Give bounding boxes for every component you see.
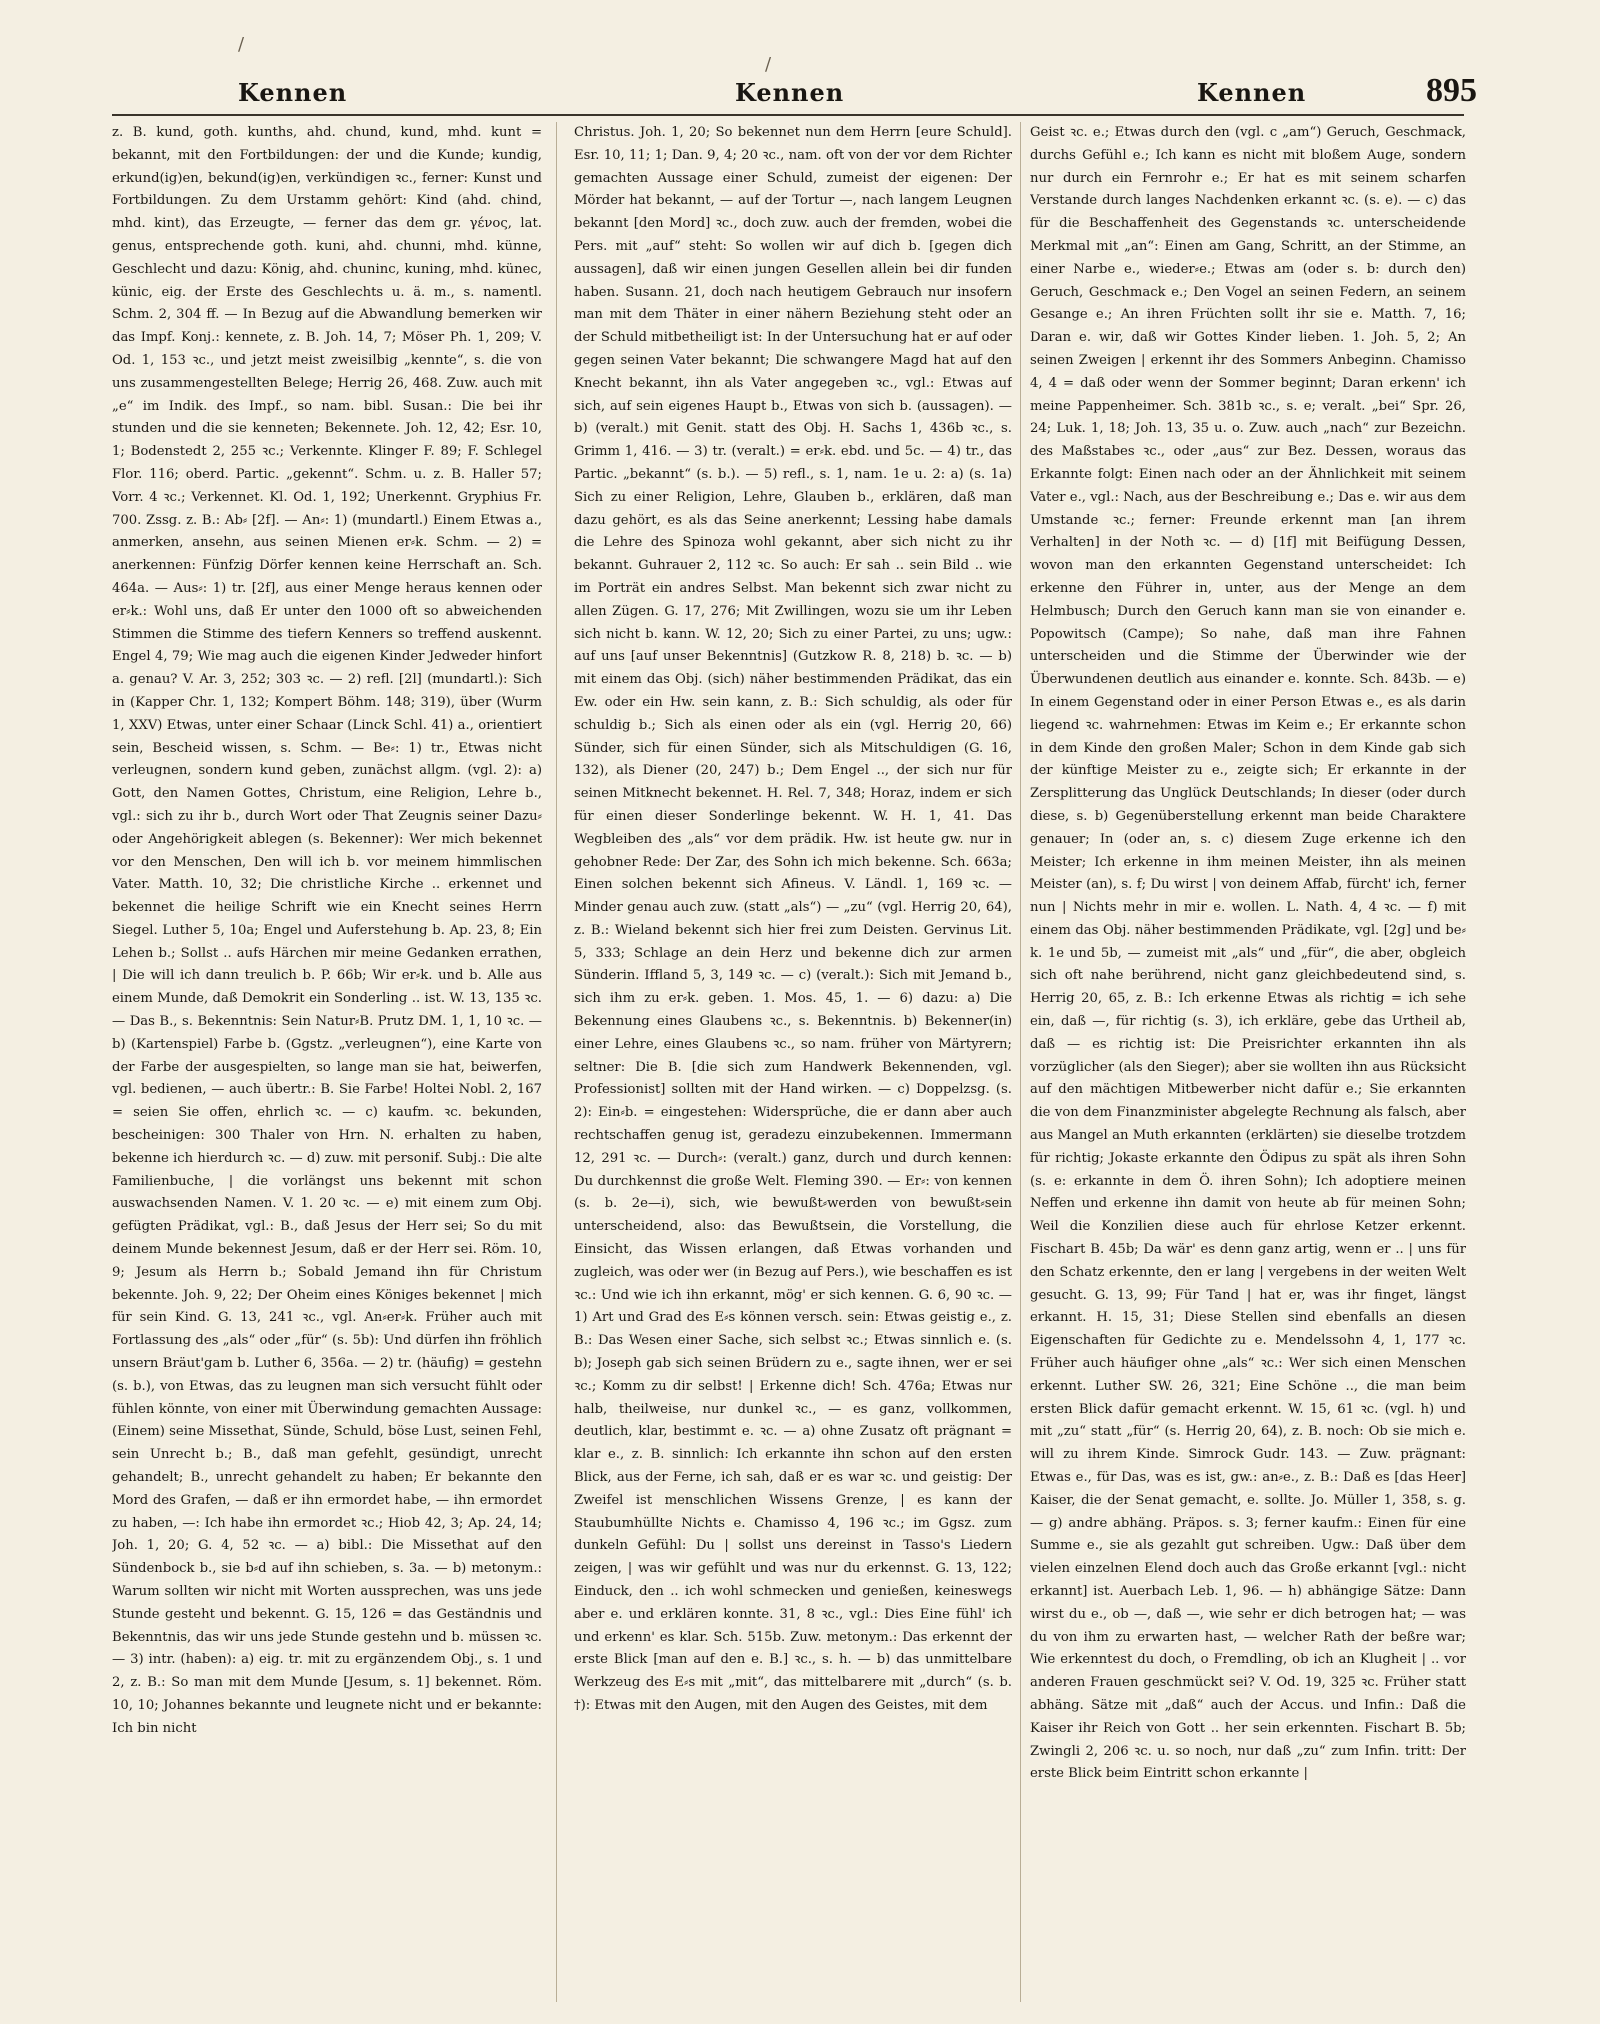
column-text: z. B. kund, goth. kunths, ahd. chund, kund, mhd. kunt = bekannt, mit den Fortbildungen: der und die Kunde; kundig, erkund(ig)en, bekund(ig)en, verkündigen ꝛc., ferner: Kunst und Fortbildungen. Zu dem Urstamm gehört: Kind (ahd. chind, mhd. kint), das Erzeugte, — ferner das dem gr. γένος, lat. genus, entsprechende goth. kuni, ahd. chunni, mhd. künne, Geschlecht und dazu: König, ahd. chuninc, kuning, mhd. künec, künic, eig. der Erste des Geschlechts u. ä. m., s. namentl. Schm. 2, 304 ff. — In Bezug auf die Abwandlung bemerken wir das Impf. Konj.: kennete, z. B. Joh. 14, 7; Möser Ph. 1, 209; V. Od. 1, 153 ꝛc., und jetzt meist zweisilbig „kennte“, s. die von uns zusammengestellten Belege; Herrig 26, 468. Zuw. auch mit „e“ im Indik. des Impf., so nam. bibl. Susan.: Die bei ihr stunden und die sie kenneten; Bekennete. Joh. 12, 42; Esr. 10, 1; Bodenstedt 2, 255 ꝛc.; Verkennte. Klinger F. 89; F. Schlegel Flor. 116; oberd. Partic. „gekennt“. Schm. u. z. B. Haller 57; Vorr. 4 ꝛc.; Verkennet. Kl. Od. 1, 192; Unerkennt. Gryphius Fr. 700. Zssg. z. B.: Ab⸗ [2f]. — An⸗: 1) (mundartl.) Einem Etwas a., anmerken, ansehn, aus seinen Mienen er⸗k. Schm. — 2) = anerkennen: Fünfzig Dörfer kennen keine Herrschaft an. Sch. 464a. — Aus⸗: 1) tr. [2f], aus einer Menge heraus kennen oder er⸗k.: Wohl uns, daß Er unter den 1000 oft so abweichenden Stimmen die Stimme des tiefern Kenners so treffend auskennt. Engel 4, 79; Wie mag auch die eigenen Kinder Jedweder hinfort a. genau? V. Ar. 3, 252; 303 ꝛc. — 2) refl. [2l] (mundartl.): Sich in (Kapper Chr. 1, 132; Kompert Böhm. 148; 319), über (Wurm 1, XXV) Etwas, unter einer Schaar (Linck Schl. 41) a., orientiert sein, Bescheid wissen, s. Schm. — Be⸗: 1) tr., Etwas nicht verleugnen, sondern kund geben, zunächst allgm. (vgl. 2): a) Gott, den Namen Gottes, Christum, eine Religion, Lehre b., vgl.: sich zu ihr b., durch Wort oder That Zeugnis seiner Dazu⸗ oder Angehörigkeit ablegen (s. Bekenner): Wer mich bekennet vor den Menschen, Den will ich b. vor meinem himmlischen Vater. Matth. 10, 32; Die christliche Kirche .. erkennet und bekennet die heilige Schrift wie ein Knecht seines Herrn Siegel. Luther 5, 10a; Engel und Auferstehung b. Ap. 23, 8; Ein Lehen b.; Sollst .. aufs Härchen mir meine Gedanken errathen, | Die will ich dann treulich b. P. 66b; Wir er⸗k. und b. Alle aus einem Munde, daß Demokrit ein Sonderling .. ist. W. 13, 135 ꝛc. — Das B., s. Bekenntnis: Sein Natur⸗B. Prutz DM. 1, 1, 10 ꝛc. — b) (Kartenspiel) Farbe b. (Ggstz. „verleugnen“), eine Karte von der Farbe der ausgespielten, so lange man sie hat, beiwerfen, vgl. bedienen, — auch übertr.: B. Sie Farbe! Holtei Nobl. 2, 167 = seien Sie offen, ehrlich ꝛc. — c) kaufm. ꝛc. bekunden, bescheinigen: 300 Thaler von Hrn. N. erhalten zu haben, bekenne ich hierdurch ꝛc. — d) zuw. mit personif. Subj.: Die alte Familienbuche, | die vorlängst uns bekennt mit schon auswachsenden Namen. V. 1. 20 ꝛc. — e) mit einem zum Obj. gefügten Prädikat, vgl.: B., daß Jesus der Herr sei; So du mit deinem Munde bekennest Jesum, daß er der Herr sei. Röm. 10, 9; Jesum als Herrn b.; Sobald Jemand ihn für Christum bekennte. Joh. 9, 22; Der Oheim eines Königes bekennet | mich für sein Kind. G. 13, 241 ꝛc., vgl. An⸗er⸗k. Früher auch mit Fortlassung des „als“ oder „für“ (s. 5b): Und dürfen ihn fröhlich unsern Bräut'gam b. Luther 6, 356a. — 2) tr. (häufig) = gestehn (s. b.), von Etwas, das zu leugnen man sich versucht fühlt oder fühlen könnte, von einer mit Überwindung gemachten Aussage: (Einem) seine Missethat, Sünde, Schuld, böse Lust, seinen Fehl, sein Unrecht b.; B., daß man gefehlt, gesündigt, unrecht gehandelt; B., unrecht gehandelt zu haben; Er bekannte den Mord des Grafen, — daß er ihn ermordet habe, — ihn ermordet zu haben, —: Ich habe ihn ermordet ꝛc.; Hiob 42, 3; Ap. 24, 14; Joh. 1, 20; G. 4, 52 ꝛc. — a) bibl.: Die Missethat auf den Sündenbock b., sie b⸗d auf ihn schieben, s. 3a. — b) metonym.: Warum sollten wir nicht mit Worten aussprechen, was uns jede Stunde gesteht und bekennt. G. 15, 126 = das Geständnis und Bekenntnis, das wir uns jede Stunde gestehn und b. müssen ꝛc. — 3) intr. (haben): a) eig. tr. mit zu ergänzendem Obj., s. 1 und 2, z. B.: So man mit dem Munde [Jesum, s. 1] bekennet. Röm. 10, 10; Johannes bekannte und leugnete nicht und er bekannte: Ich bin nicht	[112, 125, 542, 1736]
column-divider	[1020, 122, 1021, 2002]
page-number: 895	[1426, 72, 1477, 109]
headword-right: Kennen	[1197, 78, 1307, 107]
text-column-middle	[574, 122, 1012, 2002]
headword-left: Kennen	[238, 78, 348, 107]
column-divider	[556, 122, 557, 2002]
headword-center: Kennen	[735, 78, 845, 107]
text-column-left	[112, 122, 542, 2002]
margin-tick-mark: /	[765, 54, 772, 75]
column-text: Geist ꝛc. e.; Etwas durch den (vgl. c „am“) Geruch, Geschmack, durchs Gefühl e.; Ich kann es nicht mit bloßem Auge, sondern nur durch ein Fernrohr e.; Er hat es mit seinem scharfen Verstande durch langes Nachdenken erkannt ꝛc. (s. e). — c) das für die Beschaffenheit des Gegenstands ꝛc. unterscheidende Merkmal mit „an“: Einen am Gang, Schritt, an der Stimme, an einer Narbe e., wieder⸗e.; Etwas am (oder s. b: durch den) Geruch, Geschmack e.; Den Vogel an seinen Federn, an seinem Gesange e.; An ihren Früchten sollt ihr sie e. Matth. 7, 16; Daran e. wir, daß wir Gottes Kinder lieben. 1. Joh. 5, 2; An seinen Zweigen | erkennt ihr des Sommers Anbeginn. Chamisso 4, 4 = daß oder wenn der Sommer beginnt; Daran erkenn' ich meine Pappenheimer. Sch. 381b ꝛc., s. e; veralt. „bei“ Spr. 26, 24; Luk. 1, 18; Joh. 13, 35 u. o. Zuw. auch „nach“ zur Bezeichn. des Maßstabes ꝛc., oder „aus“ zur Bez. Dessen, woraus das Erkannte folgt: Einen nach oder an der Ähnlichkeit mit seinem Vater e., vgl.: Nach, aus der Beschreibung e.; Das e. wir aus dem Umstande ꝛc.; ferner: Freunde erkennt man [an ihrem Verhalten] in der Noth ꝛc. — d) [1f] mit Beifügung Dessen, wovon man den erkannten Gegenstand unterscheidet: Ich erkenne den Führer in, unter, aus der Menge an dem Helmbusch; Durch den Geruch kann man sie von einander e. Popowitsch (Campe); So nahe, daß man ihre Fahnen unterscheiden und die Stimme der Überwinder wie der Überwundenen deutlich aus einander e. konnte. Sch. 843b. — e) In einem Gegenstand oder in einer Person Etwas e., es als darin liegend ꝛc. wahrnehmen: Etwas im Keim e.; Er erkannte schon in dem Kinde den großen Maler; Schon in dem Kinde gab sich der künftige Meister zu e., zeigte sich; Er erkannte in der Zersplitterung das Unglück Deutschlands; In dieser (oder durch diese, s. b) Gegenüberstellung erkennt man beide Charaktere genauer; In (oder an, s. c) diesem Zuge erkenne ich den Meister; Ich erkenne in ihm meinen Meister, ihn als meinen Meister (an), s. f; Du wirst | von deinem Affab, fürcht' ich, ferner nun | Nichts mehr in mir e. wollen. L. Nath. 4, 4 ꝛc. — f) mit einem das Obj. näher bestimmenden Prädikate, vgl. [2g] und be⸗k. 1e und 5b, — zumeist mit „als“ und „für“, die aber, obgleich sich oft nahe berührend, nicht ganz gleichbedeutend sind, s. Herrig 20, 65, z. B.: Ich erkenne Etwas als richtig = ich sehe ein, daß —, für richtig (s. 3), ich erkläre, gebe das Urtheil ab, daß — es richtig ist: Die Preisrichter erkannten ihn als vorzüglicher (als den Sieger); aber sie wollten ihn aus Rücksicht auf den mächtigen Mitbewerber nicht dafür e.; Sie erkannten die von dem Finanzminister abgelegte Rechnung als falsch, aber aus Mangel an Muth erkannten (erklärten) sie dieselbe trotzdem für richtig; Jokaste erkannte den Ödipus zu spät als ihren Sohn (s. e: erkannte in dem Ö. ihren Sohn); Ich adoptiere meinen Neffen und erkenne ihn damit von heute ab für meinen Sohn; Weil die Konzilien diese auch für ehrlose Ketzer erkennt. Fischart B. 45b; Da wär' es denn ganz artig, wenn er .. | uns für den Schatz erkennte, den er lang | vergebens in der weiten Welt gesucht. G. 13, 99; Für Tand | hat er, was ihr finget, längst erkannt. H. 15, 31; Diese Stellen sind ebenfalls an diesen Eigenschaften für Gedichte zu e. Mendelssohn 4, 1, 177 ꝛc. Früher auch häufiger ohne „als“ ꝛc.: Wer sich einen Menschen erkennt. Luther SW. 26, 321; Eine Schöne .., die man beim ersten Blick dafür gemacht erkennt. W. 15, 61 ꝛc. (vgl. h) und mit „zu“ statt „für“ (s. Herrig 20, 64), z. B. noch: Ob sie mich e. will zu ihrem Kinde. Simrock Gudr. 143. — Zuw. prägnant: Etwas e., für Das, was es ist, gw.: an⸗e., z. B.: Daß es [das Heer] Kaiser, die der Senat gemacht, e. sollte. Jo. Müller 1, 358, s. g. — g) andre abhäng. Präpos. s. 3; ferner kaufm.: Einen für eine Summe e., sie als gezahlt gut schreiben. Ugw.: Daß über dem vielen einzelnen Elend doch auch das Große erkannt [vgl.: nicht erkannt] ist. Auerbach Leb. 1, 96. — h) abhängige Sätze: Dann wirst du e., ob —, daß —, wie sehr er dich betrogen hat; — was du von ihm zu erwarten hast, — welcher Rath der beßre war; Wie erkenntest du doch, o Fremdling, ob ich an Klugheit | .. vor anderen Frauen geschmückt sei? V. Od. 19, 325 ꝛc. Früher statt abhäng. Sätze mit „daß“ auch der Accus. und Infin.: Daß die Kaiser ihr Reich von Gott .. her sein erkennten. Fischart B. 5b; Zwingli 2, 206 ꝛc. u. so noch, nur daß „zu“ zum Infin. tritt: Der erste Blick beim Eintritt schon erkannte |	[1030, 125, 1466, 1782]
running-header	[0, 34, 1600, 112]
column-text: Christus. Joh. 1, 20; So bekennet nun dem Herrn [eure Schuld]. Esr. 10, 11; 1; Dan. 9, 4; 20 ꝛc., nam. oft von der vor dem Richter gemachten Aussage einer Schuld, zumeist der eigenen: Der Mörder hat bekannt, — auf der Tortur —, nach langem Leugnen bekannt [den Mord] ꝛc., doch zuw. auch der fremden, wobei die Pers. mit „auf“ steht: So wollen wir auf dich b. [gegen dich aussagen], daß wir einen jungen Gesellen allein bei dir funden haben. Susann. 21, doch nach heutigem Gebrauch nur insofern man mit dem Thäter in einer nähern Beziehung steht oder an der Schuld mitbetheiligt ist: In der Untersuchung hat er auf oder gegen seinen Vater bekannt; Die schwangere Magd hat auf den Knecht bekannt, ihn als Vater angegeben ꝛc., vgl.: Etwas auf sich, auf sein eigenes Haupt b., Etwas von sich b. (aussagen). — b) (veralt.) mit Genit. statt des Obj. H. Sachs 1, 436b ꝛc., s. Grimm 1, 416. — 3) tr. (veralt.) = er⸗k. ebd. und 5c. — 4) tr., das Partic. „bekannt“ (s. b.). — 5) refl., s. 1, nam. 1e u. 2: a) (s. 1a) Sich zu einer Religion, Lehre, Glauben b., erklären, daß man dazu gehört, es als das Seine anerkennt; Lessing habe damals die Lehre des Spinoza wohl gekannt, aber sich nicht zu ihr bekannt. Guhrauer 2, 112 ꝛc. So auch: Er sah .. sein Bild .. wie im Porträt ein andres Selbst. Man bekennt sich zwar nicht zu allen Zügen. G. 17, 276; Mit Zwillingen, wozu sie um ihr Leben sich nicht b. kann. W. 12, 20; Sich zu einer Partei, zu uns; ugw.: auf uns [auf unser Bekenntnis] (Gutzkow R. 8, 218) b. ꝛc. — b) mit einem das Obj. (sich) näher bestimmenden Prädikat, das ein Ew. oder ein Hw. sein kann, z. B.: Sich schuldig, als oder für schuldig b.; Sich als einen oder als ein (vgl. Herrig 20, 66) Sünder, sich für einen Sünder, sich als Mitschuldigen (G. 16, 132), als Diener (20, 247) b.; Dem Engel .., der sich nur für seinen Mitknecht bekennet. H. Rel. 7, 348; Horaz, indem er sich für einen dieser Sonderlinge bekennt. W. H. 1, 41. Das Wegbleiben des „als“ vor dem prädik. Hw. ist heute gw. nur in gehobner Rede: Der Zar, des Sohn ich mich bekenne. Sch. 663a; Einen solchen bekennt sich Afineus. V. Ländl. 1, 169 ꝛc. — Minder genau auch zuw. (statt „als“) — „zu“ (vgl. Herrig 20, 64), z. B.: Wieland bekennt sich hier frei zum Deisten. Gervinus Lit. 5, 333; Schlage an dein Herz und bekenne dich zur armen Sünderin. Iffland 5, 3, 149 ꝛc. — c) (veralt.): Sich mit Jemand b., sich ihm zu er⸗k. geben. 1. Mos. 45, 1. — 6) dazu: a) Die Bekennung eines Glaubens ꝛc., s. Bekenntnis. b) Bekenner(in) einer Lehre, eines Glaubens ꝛc., so nam. früher von Märtyrern; seltner: Die B. [die sich zum Handwerk Bekennenden, vgl. Professionist] sollten mit der Hand wirken. — c) Doppelzsg. (s. 2): Ein⸗b. = eingestehen: Widersprüche, die er dann aber auch rechtschaffen genug ist, geradezu einzubekennen. Immermann 12, 291 ꝛc. — Durch⸗: (veralt.) ganz, durch und durch kennen: Du durchkennst die große Welt. Fleming 390. — Er⸗: von kennen (s. b. 2e—i), sich, wie bewußt⸗werden von bewußt⸗sein unterscheidend, also: das Bewußtsein, die Vorstellung, die Einsicht, das Wissen erlangen, daß Etwas vorhanden und zugleich, was oder wer (in Bezug auf Pers.), wie beschaffen es ist ꝛc.: Und wie ich ihn erkannt, mög' er sich kennen. G. 6, 90 ꝛc. — 1) Art und Grad des E⸗s können versch. sein: Etwas geistig e., z. B.: Das Wesen einer Sache, sich selbst ꝛc.; Etwas sinnlich e. (s. b); Joseph gab sich seinen Brüdern zu e., sagte ihnen, wer er sei ꝛc.; Komm zu dir selbst! | Erkenne dich! Sch. 476a; Etwas nur halb, theilweise, nur dunkel ꝛc., — es ganz, vollkommen, deutlich, klar, bestimmt e. ꝛc. — a) ohne Zusatz oft prägnant = klar e., z. B. sinnlich: Ich erkannte ihn schon auf den ersten Blick, aus der Ferne, ich sah, daß er es war ꝛc. und geistig: Der Zweifel ist menschlichen Wissens Grenze, | es kann der Staubumhüllte Nichts e. Chamisso 4, 196 ꝛc.; im Ggsz. zum dunkeln Gefühl: Du | sollst uns dereinst in Tasso's Liedern zeigen, | was wir gefühlt und was nur du erkennst. G. 13, 122; Einduck, den .. ich wohl schmecken und genießen, keineswegs aber e. und erklären konnte. 31, 8 ꝛc., vgl.: Dies Eine fühl' ich und erkenn' es klar. Sch. 515b. Zuw. metonym.: Das erkennt der erste Blick [man auf den e. B.] ꝛc., s. h. — b) das unmittelbare Werkzeug des E⸗s mit „mit“, das mittelbarere mit „durch“ (s. b. †): Etwas mit den Augen, mit den Augen des Geistes, mit dem	[574, 125, 1012, 1713]
text-column-right	[1030, 122, 1466, 2002]
margin-tick-mark: /	[238, 34, 245, 55]
header-rule	[112, 114, 1464, 116]
